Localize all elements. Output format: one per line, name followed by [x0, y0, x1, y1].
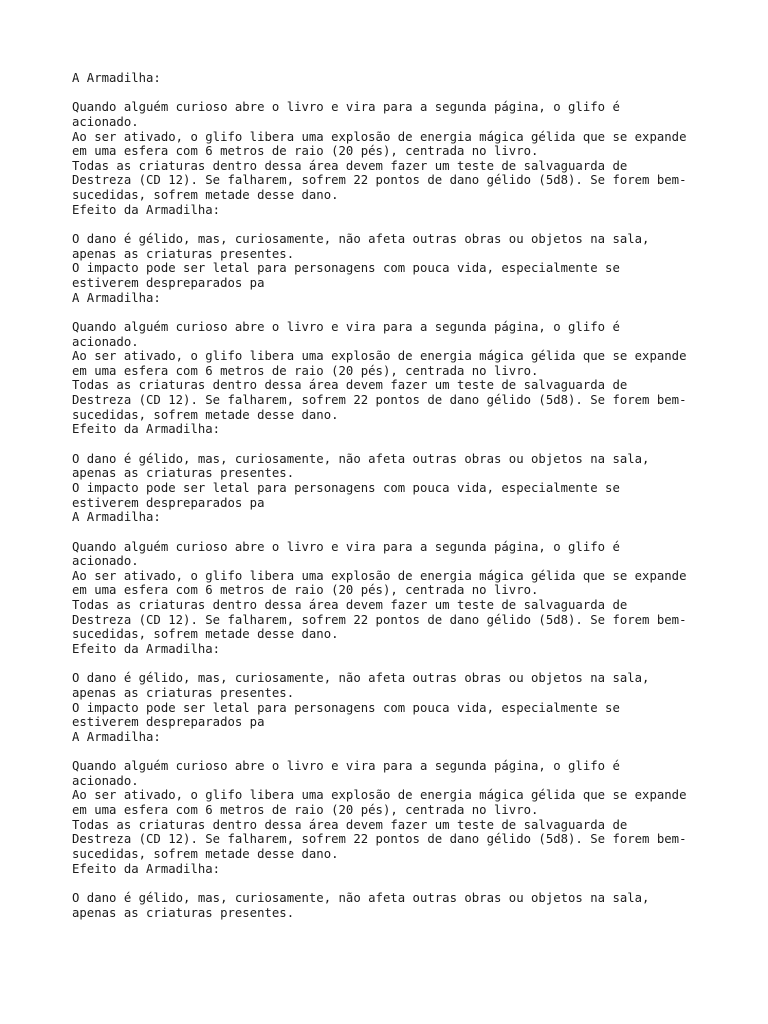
- text-line: acionado.: [72, 554, 139, 569]
- text-line: Destreza (CD 12). Se falharem, sofrem 22 pontos de dano gélido (5d8). Se forem bem-: [72, 832, 687, 847]
- text-line: em uma esfera com 6 metros de raio (20 pés), centrada no livro.: [72, 144, 539, 159]
- text-line: Destreza (CD 12). Se falharem, sofrem 22 pontos de dano gélido (5d8). Se forem bem-: [72, 393, 687, 408]
- text-line: estiverem despreparados pa: [72, 275, 265, 290]
- text-line: Ao ser ativado, o glifo libera uma explosão de energia mágica gélida que se expande: [72, 788, 687, 803]
- text-line: Quando alguém curioso abre o livro e vira para a segunda página, o glifo é: [72, 319, 620, 334]
- text-line: Efeito da Armadilha:: [72, 861, 221, 876]
- blank-line: [72, 217, 712, 232]
- text-line: Todas as criaturas dentro dessa área devem fazer um teste de salvaguarda de: [72, 158, 628, 173]
- blank-line: [72, 437, 712, 452]
- text-line: Destreza (CD 12). Se falharem, sofrem 22 pontos de dano gélido (5d8). Se forem bem-: [72, 173, 687, 188]
- text-line: A Armadilha:: [72, 510, 161, 525]
- text-line: O dano é gélido, mas, curiosamente, não afeta outras obras ou objetos na sala,: [72, 671, 650, 686]
- text-line: sucedidas, sofrem metade desse dano.: [72, 627, 339, 642]
- blank-line: [72, 744, 712, 759]
- text-line: sucedidas, sofrem metade desse dano.: [72, 846, 339, 861]
- text-line: sucedidas, sofrem metade desse dano.: [72, 407, 339, 422]
- text-line: acionado.: [72, 334, 139, 349]
- text-line: A Armadilha:: [72, 71, 161, 85]
- text-line: A Armadilha:: [72, 729, 161, 744]
- text-line: O impacto pode ser letal para personagens com pouca vida, especialmente se: [72, 700, 620, 715]
- blank-line: [72, 86, 712, 101]
- text-line: apenas as criaturas presentes.: [72, 685, 295, 700]
- text-line: Ao ser ativado, o glifo libera uma explosão de energia mágica gélida que se expande: [72, 349, 687, 364]
- text-line: Ao ser ativado, o glifo libera uma explosão de energia mágica gélida que se expande: [72, 568, 687, 583]
- text-line: sucedidas, sofrem metade desse dano.: [72, 188, 339, 203]
- text-line: apenas as criaturas presentes.: [72, 905, 295, 920]
- text-line: estiverem despreparados pa: [72, 495, 265, 510]
- blank-line: [72, 657, 712, 672]
- text-line: O impacto pode ser letal para personagens com pouca vida, especialmente se: [72, 480, 620, 495]
- text-line: O dano é gélido, mas, curiosamente, não afeta outras obras ou objetos na sala,: [72, 451, 650, 466]
- text-line: estiverem despreparados pa: [72, 715, 265, 730]
- text-line: apenas as criaturas presentes.: [72, 466, 295, 481]
- text-line: O impacto pode ser letal para personagens com pouca vida, especialmente se: [72, 261, 620, 276]
- text-line: O dano é gélido, mas, curiosamente, não afeta outras obras ou objetos na sala,: [72, 232, 650, 247]
- text-line: O dano é gélido, mas, curiosamente, não afeta outras obras ou objetos na sala,: [72, 890, 650, 905]
- blank-line: [72, 305, 712, 320]
- text-line: Quando alguém curioso abre o livro e vira para a segunda página, o glifo é: [72, 539, 620, 554]
- text-line: Todas as criaturas dentro dessa área devem fazer um teste de salvaguarda de: [72, 378, 628, 393]
- document-page: [72, 71, 712, 920]
- text-line: em uma esfera com 6 metros de raio (20 pés), centrada no livro.: [72, 583, 539, 598]
- text-line: Destreza (CD 12). Se falharem, sofrem 22 pontos de dano gélido (5d8). Se forem bem-: [72, 612, 687, 627]
- text-line: em uma esfera com 6 metros de raio (20 pés), centrada no livro.: [72, 363, 539, 378]
- blank-line: [72, 876, 712, 891]
- text-line: Efeito da Armadilha:: [72, 202, 221, 217]
- text-line: Todas as criaturas dentro dessa área devem fazer um teste de salvaguarda de: [72, 598, 628, 613]
- text-line: acionado.: [72, 773, 139, 788]
- blank-line: [72, 525, 712, 540]
- text-line: Todas as criaturas dentro dessa área devem fazer um teste de salvaguarda de: [72, 817, 628, 832]
- text-line: apenas as criaturas presentes.: [72, 246, 295, 261]
- text-line: Efeito da Armadilha:: [72, 641, 221, 656]
- text-line: acionado.: [72, 114, 139, 129]
- text-line: Quando alguém curioso abre o livro e vira para a segunda página, o glifo é: [72, 100, 620, 115]
- text-line: A Armadilha:: [72, 290, 161, 305]
- text-line: em uma esfera com 6 metros de raio (20 pés), centrada no livro.: [72, 803, 539, 818]
- text-line: Efeito da Armadilha:: [72, 422, 221, 437]
- text-line: Quando alguém curioso abre o livro e vira para a segunda página, o glifo é: [72, 759, 620, 774]
- text-line: Ao ser ativado, o glifo libera uma explosão de energia mágica gélida que se expande: [72, 129, 687, 144]
